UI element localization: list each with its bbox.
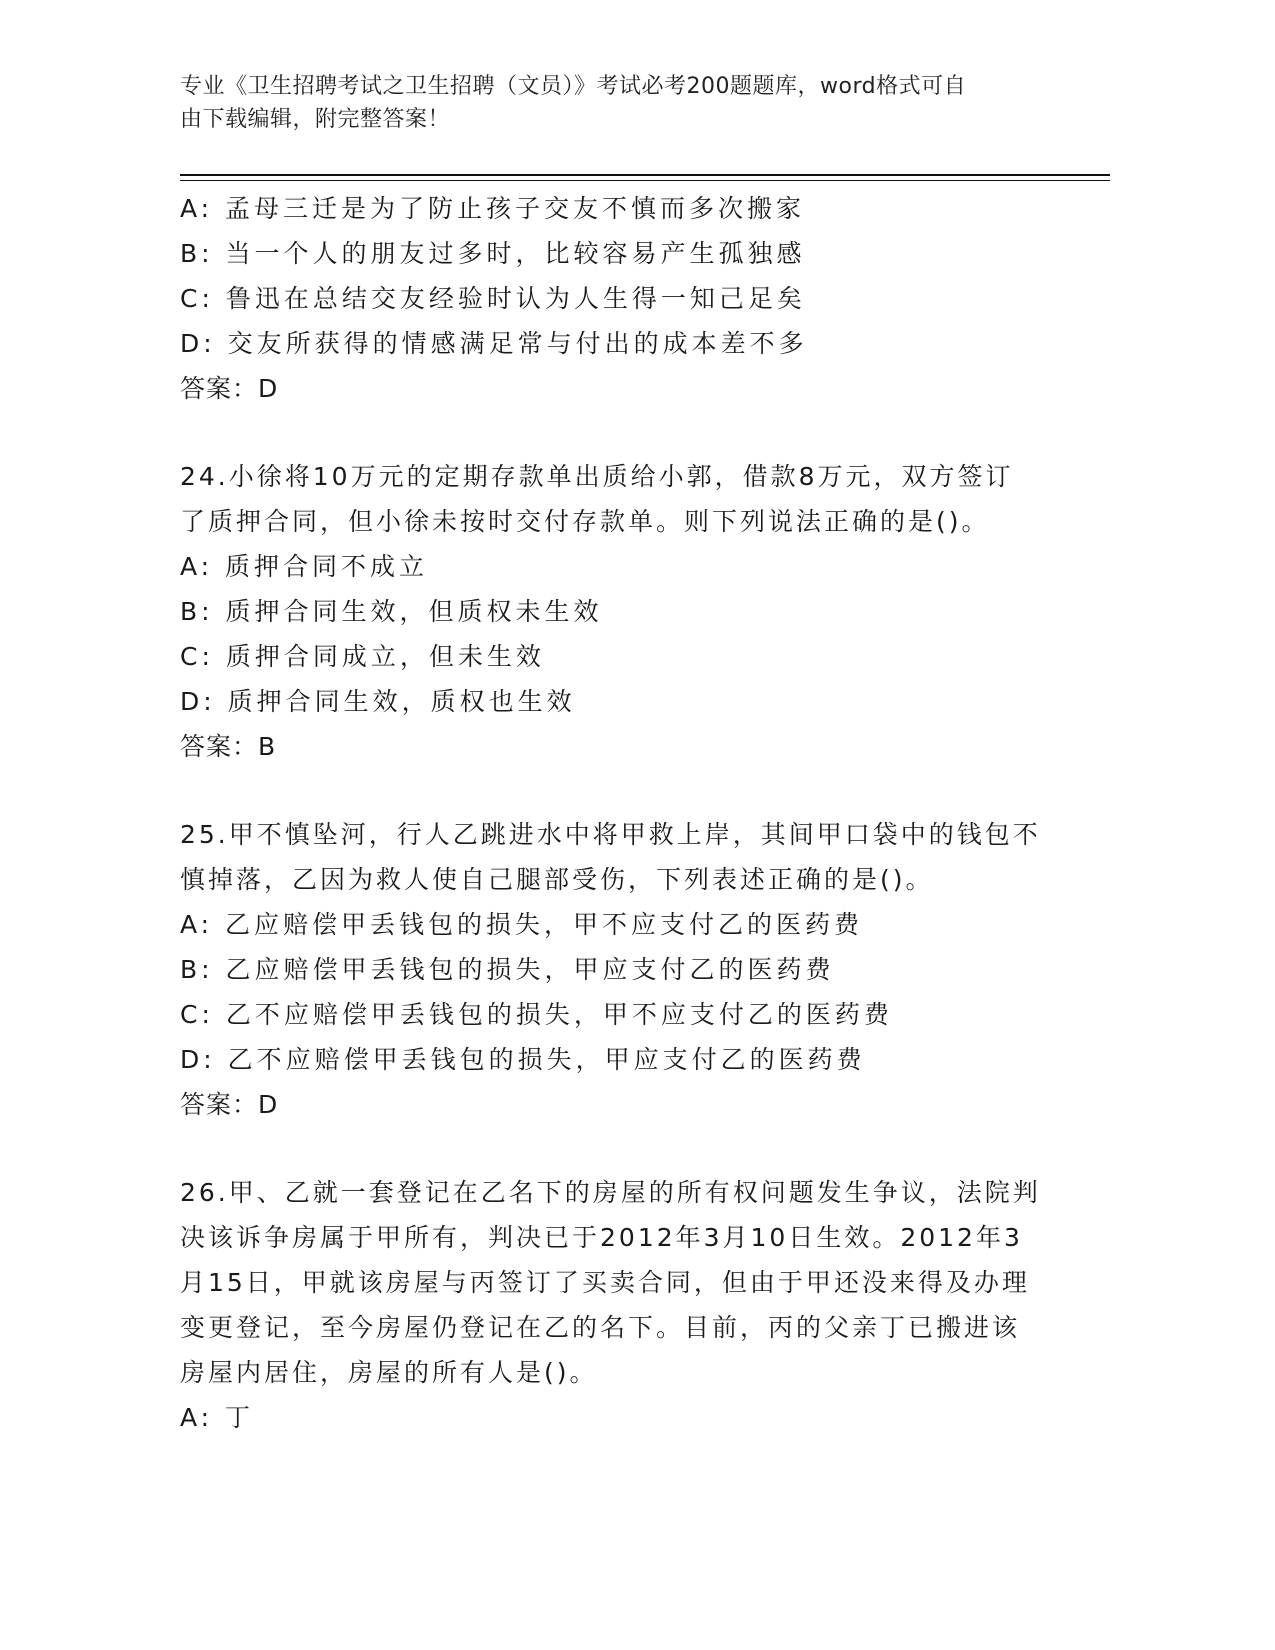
question-line: 24.小徐将10万元的定期存款单出质给小郭，借款8万元，双方签订 [180,462,1014,491]
header-rule-thick [180,174,1110,176]
question-line: 月15日，甲就该房屋与丙签订了买卖合同，但由于甲还没来得及办理 [180,1268,1030,1297]
option-a: A: 质押合同不成立 [180,552,429,581]
question-line: 决该诉争房属于甲所有，判决已于2012年3月10日生效。2012年3 [180,1223,1023,1252]
option-a: A: 乙应赔偿甲丢钱包的损失，甲不应支付乙的医药费 [180,910,864,939]
option-b: B: 乙应赔偿甲丢钱包的损失，甲应支付乙的医药费 [180,955,835,984]
option-a: A: 丁 [180,1403,255,1432]
header-line-1: 专业《卫生招聘考试之卫生招聘（文员）》考试必考200题题库，word格式可自 [180,74,967,99]
question-content [180,186,1060,1440]
option-c: C: 质押合同成立，但未生效 [180,642,545,671]
option-d: D: 交友所获得的情感满足常与付出的成本差不多 [180,329,808,358]
option-a: A: 孟母三迁是为了防止孩子交友不慎而多次搬家 [180,194,806,223]
question-text [180,1170,1060,1395]
question-line: 了质押合同，但小徐未按时交付存款单。则下列说法正确的是()。 [180,507,990,536]
question-text [180,812,1060,902]
header-line-2: 由下载编辑，附完整答案！ [180,107,451,132]
question-line: 房屋内居住，房屋的所有人是()。 [180,1358,598,1387]
option-d: D: 质押合同生效，质权也生效 [180,687,576,716]
question-line: 慎掉落，乙因为救人使自己腿部受伤，下列表述正确的是()。 [180,865,934,894]
question-23 [180,186,1060,411]
header-rule-thin [180,180,1110,181]
question-line: 26.甲、乙就一套登记在乙名下的房屋的所有权问题发生争议，法院判 [180,1178,1041,1207]
option-b: B: 质押合同生效，但质权未生效 [180,597,603,626]
answer-line: 答案：D [180,374,279,403]
question-26 [180,1170,1060,1440]
answer-line: 答案：D [180,1090,279,1119]
option-c: C: 鲁迅在总结交友经验时认为人生得一知己足矣 [180,284,806,313]
option-b: B: 当一个人的朋友过多时，比较容易产生孤独感 [180,239,806,268]
question-25 [180,812,1060,1127]
question-24 [180,454,1060,769]
answer-line: 答案：B [180,732,277,761]
option-c: C: 乙不应赔偿甲丢钱包的损失，甲不应支付乙的医药费 [180,1000,893,1029]
document-header [180,70,1040,136]
question-text [180,454,1060,544]
option-d: D: 乙不应赔偿甲丢钱包的损失，甲应支付乙的医药费 [180,1045,866,1074]
question-line: 25.甲不慎坠河，行人乙跳进水中将甲救上岸，其间甲口袋中的钱包不 [180,820,1041,849]
question-line: 变更登记，至今房屋仍登记在乙的名下。目前，丙的父亲丁已搬进该 [180,1313,1021,1342]
